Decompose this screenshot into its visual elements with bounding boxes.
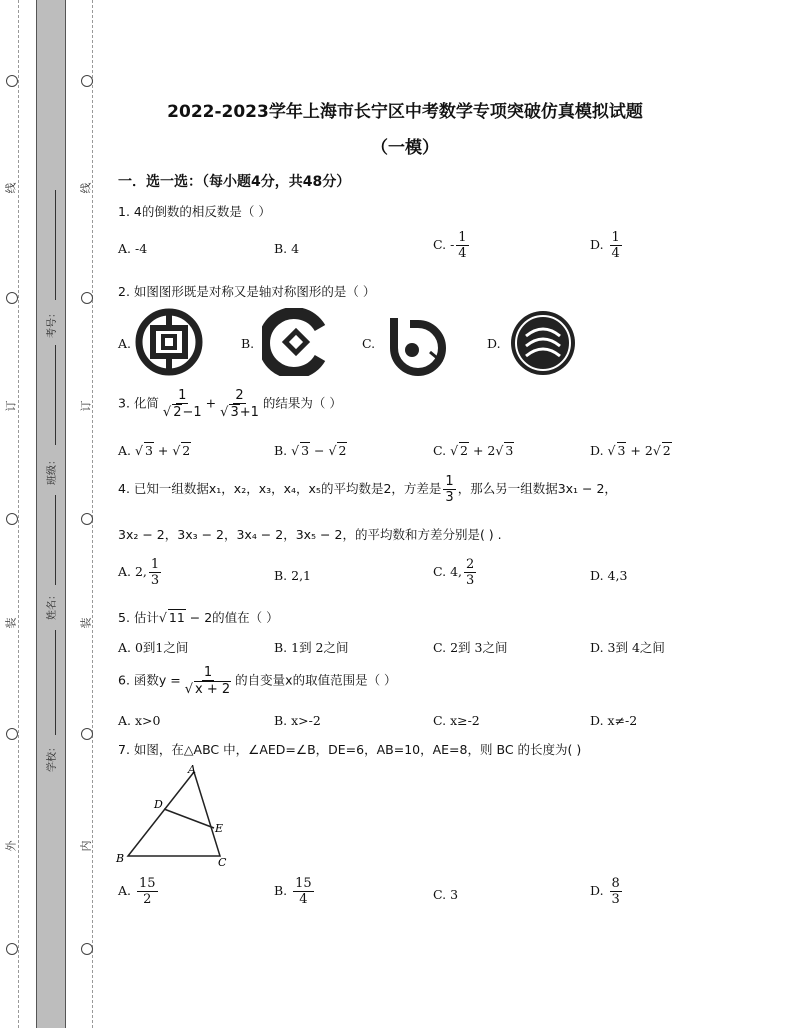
q3-option-d[interactable]: D. √ 3 + 2√ 2 bbox=[590, 443, 671, 458]
margin-char: 线 bbox=[4, 182, 18, 194]
field-school-line[interactable] bbox=[55, 630, 56, 735]
bank-logo-icon bbox=[262, 308, 330, 376]
paper-title: 2022-2023学年上海市长宁区中考数学专项突破仿真模拟试题 bbox=[167, 102, 643, 122]
point-label-c: C bbox=[218, 856, 227, 869]
coin-logo-icon bbox=[133, 308, 205, 376]
q7-option-b[interactable]: B. $\frac{15}{4}$ bbox=[274, 876, 312, 907]
outer-fold-line bbox=[18, 0, 19, 1028]
q2-option-b[interactable]: B. bbox=[241, 336, 255, 351]
q4-option-d[interactable]: D. 4,3 bbox=[590, 568, 628, 583]
inner-fold-line bbox=[92, 0, 93, 1028]
field-school-label: 学校： bbox=[47, 742, 58, 772]
q1-option-a[interactable]: A. -4 bbox=[118, 241, 148, 256]
q3-option-b[interactable]: B. √ 3 − √ 2 bbox=[274, 443, 347, 458]
point-label-a: A bbox=[188, 763, 196, 776]
margin-char: 装 bbox=[4, 617, 18, 629]
punch-hole bbox=[6, 943, 18, 955]
punch-hole bbox=[6, 75, 18, 87]
question-6-stem: 6. 函数y = $\frac{1}{√ x + 2}$ 的自变量x的取值范围是（ ） bbox=[118, 665, 397, 697]
punch-hole bbox=[81, 513, 93, 525]
q3-option-a[interactable]: A. √ 3 + √ 2 bbox=[118, 443, 191, 458]
point-label-d: D bbox=[154, 798, 163, 811]
punch-hole bbox=[6, 292, 18, 304]
q7-option-a[interactable]: A. $\frac{15}{2}$ bbox=[118, 876, 156, 907]
field-exam-number-label: 考号： bbox=[47, 308, 58, 338]
q7-option-c[interactable]: C. 3 bbox=[433, 887, 459, 902]
margin-char: 内 bbox=[79, 840, 93, 852]
field-class-label: 班级： bbox=[47, 455, 58, 485]
question-5-stem: 5. 估计√ 11 − 2的值在（ ） bbox=[118, 610, 279, 625]
punch-hole bbox=[81, 75, 93, 87]
paper-subtitle: （一模） bbox=[371, 138, 439, 158]
mobile-logo-icon bbox=[508, 308, 578, 378]
q6-option-a[interactable]: A. x>0 bbox=[118, 713, 161, 728]
q2-option-d[interactable]: D. bbox=[487, 336, 501, 351]
q3-option-c[interactable]: C. √ 2 + 2√ 3 bbox=[433, 443, 514, 458]
q4-option-c[interactable]: C. 4, $\frac{2}{3}$ bbox=[433, 557, 475, 588]
punch-hole bbox=[81, 292, 93, 304]
spiral-logo-icon bbox=[380, 308, 450, 376]
margin-char: 外 bbox=[4, 840, 18, 852]
question-1-stem: 1. 4的倒数的相反数是（ ） bbox=[118, 204, 271, 219]
field-exam-number-line[interactable] bbox=[55, 190, 56, 300]
q6-option-d[interactable]: D. x≠-2 bbox=[590, 713, 638, 728]
point-label-e: E bbox=[215, 822, 224, 835]
q2-option-c[interactable]: C. bbox=[362, 336, 376, 351]
punch-hole bbox=[6, 513, 18, 525]
q6-option-b[interactable]: B. x>-2 bbox=[274, 713, 321, 728]
q1-option-d[interactable]: D. $\frac{1}{4}$ bbox=[590, 230, 620, 261]
q4-option-b[interactable]: B. 2,1 bbox=[274, 568, 312, 583]
question-7-stem: 7. 如图，在△ABC 中，∠AED=∠B，DE=6，AB=10，AE=8，则 BC 的长度为( ) bbox=[118, 742, 582, 757]
field-name-label: 姓名： bbox=[47, 590, 58, 620]
q5-option-d[interactable]: D. 3到 4之间 bbox=[590, 640, 665, 655]
q1-option-b[interactable]: B. 4 bbox=[274, 241, 300, 256]
q5-option-b[interactable]: B. 1到 2之间 bbox=[274, 640, 349, 655]
question-2-stem: 2. 如图图形既是对称又是轴对称图形的是（ ） bbox=[118, 284, 376, 299]
triangle-figure bbox=[112, 762, 242, 872]
question-4-stem-line1: 4. 已知一组数据x₁，x₂，x₃，x₄，x₅的平均数是2，方差是 $\frac{1}{3}$ ，那么另一组数据3x₁ − 2， bbox=[118, 474, 617, 505]
q2-option-a[interactable]: A. bbox=[118, 336, 132, 351]
margin-char: 线 bbox=[79, 182, 93, 194]
punch-hole bbox=[6, 728, 18, 740]
q5-option-c[interactable]: C. 2到 3之间 bbox=[433, 640, 508, 655]
q7-option-d[interactable]: D. $\frac{8}{3}$ bbox=[590, 876, 620, 907]
binding-strip bbox=[36, 0, 66, 1028]
punch-hole bbox=[81, 728, 93, 740]
margin-char: 订 bbox=[4, 400, 18, 412]
q4-option-a[interactable]: A. 2, $\frac{1}{3}$ bbox=[118, 557, 160, 588]
q6-option-c[interactable]: C. x≥-2 bbox=[433, 713, 480, 728]
question-3-stem: 3. 化简 $\frac{1}{√ 2-1}$ + $\frac{2}{√ 3+1}$ 的结果为（ ） bbox=[118, 388, 342, 420]
section-heading: 一．选一选：（每小题4分，共48分） bbox=[118, 174, 351, 190]
point-label-b: B bbox=[116, 852, 125, 865]
question-4-stem-line2: 3x₂ − 2，3x₃ − 2，3x₄ − 2，3x₅ − 2，的平均数和方差分别是( ) . bbox=[118, 527, 502, 542]
q5-option-a[interactable]: A. 0到1之间 bbox=[118, 640, 189, 655]
margin-char: 订 bbox=[79, 400, 93, 412]
margin-char: 装 bbox=[79, 617, 93, 629]
field-name-line[interactable] bbox=[55, 495, 56, 585]
field-class-line[interactable] bbox=[55, 345, 56, 445]
q1-option-c[interactable]: C. - $\frac{1}{4}$ bbox=[433, 230, 467, 261]
punch-hole bbox=[81, 943, 93, 955]
